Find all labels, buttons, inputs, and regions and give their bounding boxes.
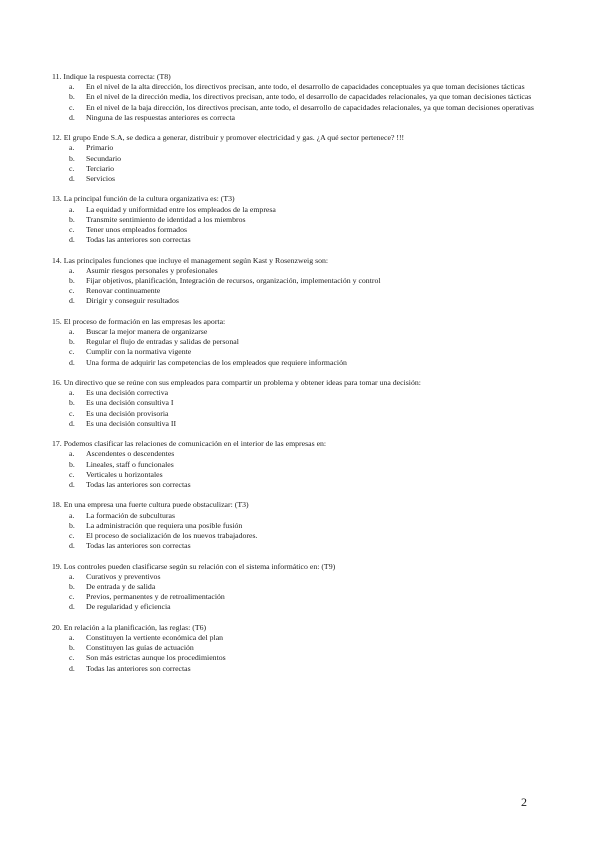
question-block [52, 194, 572, 245]
option-text: Es una decisión consultiva II [86, 418, 177, 428]
option-letter: a. [69, 388, 75, 398]
option-letter: d. [69, 480, 75, 490]
option-text: En el nivel de la alta dirección, los directivos precisan, ante todo, el desarrollo de capacidades conceptuales ya que toman decisiones tácticas [86, 82, 525, 92]
option-text: Servicios [86, 174, 116, 184]
answer-option [52, 225, 572, 235]
option-letter: d. [69, 296, 75, 306]
option-letter: c. [69, 469, 75, 479]
option-text: Todas las anteriores son correctas [86, 663, 191, 673]
answer-option [52, 511, 572, 521]
option-letter: d. [69, 418, 75, 428]
option-text: Primario [86, 143, 114, 153]
option-text: Es una decisión provisoria [86, 408, 169, 418]
question-stem: 20. En relación a la planificación, las reglas: (T6) [52, 622, 207, 632]
answer-option [52, 113, 572, 123]
question-stem: 16. Un directivo que se reúne con sus empleados para compartir un problema y obtener ideas para tomar una decisión: [52, 378, 421, 388]
question-stem: 11. Indique la respuesta correcta: (T8) [52, 72, 171, 81]
option-letter: d. [69, 235, 75, 245]
option-letter: d. [69, 663, 75, 673]
answer-option [52, 388, 572, 398]
option-letter: b. [69, 153, 75, 163]
option-letter: a. [69, 143, 75, 153]
answer-option [52, 449, 572, 459]
answer-option [52, 215, 572, 225]
option-letter: c. [69, 592, 75, 602]
option-text: De entrada y de salida [86, 582, 156, 592]
option-letter: a. [69, 449, 75, 459]
option-letter: c. [69, 347, 75, 357]
answer-option [52, 82, 572, 92]
option-letter: d. [69, 357, 75, 367]
option-letter: a. [69, 571, 75, 581]
option-letter: b. [69, 92, 75, 102]
question-stem: 18. En una empresa una fuerte cultura puede obstaculizar: (T3) [52, 500, 249, 510]
question-stem: 12. El grupo Ende S.A, se dedica a generar, distribuir y promover electricidad y gas. ¿A qué sector pertenece? !!! [52, 133, 405, 143]
answer-option [52, 92, 572, 102]
option-text: Ninguna de las respuestas anteriores es correcta [86, 112, 235, 122]
question-block [52, 317, 572, 368]
answer-option [52, 174, 572, 184]
answer-option [52, 235, 572, 245]
option-text: De regularidad y eficiencia [86, 602, 171, 612]
option-text: Cumplir con la normativa vigente [86, 347, 192, 357]
option-letter: d. [69, 602, 75, 612]
answer-option [52, 653, 572, 663]
option-letter: b. [69, 337, 75, 347]
option-letter: b. [69, 398, 75, 408]
answer-option [52, 296, 572, 306]
option-letter: a. [69, 633, 75, 643]
page-number: 2 [521, 795, 527, 809]
option-letter: a. [69, 510, 75, 520]
option-text: Ascendentes o descendentes [86, 449, 175, 459]
option-text: Dirigir y conseguir resultados [86, 296, 179, 306]
answer-option [52, 286, 572, 296]
option-letter: c. [69, 531, 75, 541]
option-text: Son más estrictas aunque los procedimientos [86, 653, 226, 663]
question-stem: 13. La principal función de la cultura organizativa es: (T3) [52, 194, 235, 204]
option-text: Es una decisión consultiva I [86, 398, 174, 408]
answer-option [52, 664, 572, 674]
option-letter: b. [69, 276, 75, 286]
answer-option [52, 103, 572, 113]
option-letter: a. [69, 265, 75, 275]
option-text: Todas las anteriores son correctas [86, 235, 191, 245]
answer-option [52, 143, 572, 153]
answer-option [52, 592, 572, 602]
question-block [52, 562, 572, 613]
option-letter: c. [69, 286, 75, 296]
answer-option [52, 409, 572, 419]
question-block [52, 623, 572, 674]
option-letter: b. [69, 459, 75, 469]
answer-option [52, 541, 572, 551]
question-block [52, 439, 572, 490]
answer-option [52, 582, 572, 592]
answer-option [52, 419, 572, 429]
option-letter: b. [69, 643, 75, 653]
option-text: Terciario [86, 163, 115, 173]
option-text: Una forma de adquirir las competencias de los empleados que requiere información [86, 357, 347, 367]
answer-option [52, 327, 572, 337]
option-text: Constituyen las guías de actuación [86, 643, 194, 653]
option-letter: b. [69, 520, 75, 530]
option-text: Todas las anteriores son correctas [86, 480, 191, 490]
option-letter: a. [69, 82, 75, 92]
option-text: Renovar continuamente [86, 286, 161, 296]
option-letter: d. [69, 174, 75, 184]
answer-option [52, 521, 572, 531]
answer-option [52, 643, 572, 653]
answer-option [52, 164, 572, 174]
option-letter: c. [69, 408, 75, 418]
option-text: Asumir riesgos personales y profesionales [86, 265, 218, 275]
option-text: Transmite sentimiento de identidad a los miembros [86, 214, 246, 224]
answer-option [52, 633, 572, 643]
option-text: Lineales, staff o funcionales [86, 459, 174, 469]
option-letter: a. [69, 204, 75, 214]
option-letter: a. [69, 327, 75, 337]
option-text: La administración que requiera una posible fusión [86, 520, 243, 530]
option-letter: b. [69, 214, 75, 224]
question-block [52, 500, 572, 551]
option-letter: b. [69, 582, 75, 592]
answer-option [52, 337, 572, 347]
question-stem: 19. Los controles pueden clasificarse según su relación con el sistema informático en: (T9) [52, 561, 336, 571]
option-text: Todas las anteriores son correctas [86, 541, 191, 551]
question-stem: 17. Podemos clasificar las relaciones de comunicación en el interior de las empresas en: [52, 439, 327, 449]
option-text: Regular el flujo de entradas y salidas de personal [86, 337, 239, 347]
question-list [52, 72, 572, 684]
option-text: En el nivel de la dirección media, los directivos precisan, ante todo, el desarrollo de capacidades relacionales, ya que toman decisiones tácticas [86, 92, 532, 102]
option-text: Buscar la mejor manera de organizarse [86, 327, 208, 337]
option-text: Tener unos empleados formados [86, 225, 188, 235]
question-block [52, 378, 572, 429]
option-text: Verticales u horizontales [86, 469, 163, 479]
answer-option [52, 470, 572, 480]
answer-option [52, 347, 572, 357]
answer-option [52, 205, 572, 215]
option-letter: d. [69, 541, 75, 551]
answer-option [52, 460, 572, 470]
option-text: Previos, permanentes y de retroalimentación [86, 592, 225, 602]
option-letter: c. [69, 163, 75, 173]
option-letter: c. [69, 102, 75, 112]
answer-option [52, 572, 572, 582]
option-text: La formación de subculturas [86, 510, 175, 520]
answer-option [52, 602, 572, 612]
option-letter: c. [69, 225, 75, 235]
option-text: En el nivel de la baja dirección, los directivos precisan, ante todo, el desarrollo de capacidades relacionales, ya que toman decisiones operativas [86, 102, 534, 112]
option-text: Curativos y preventivos [86, 571, 161, 581]
answer-option [52, 531, 572, 541]
answer-option [52, 398, 572, 408]
option-text: El proceso de socialización de los nuevos trabajadores. [86, 531, 258, 541]
question-block [52, 133, 572, 184]
option-text: Secundario [86, 153, 122, 163]
answer-option [52, 276, 572, 286]
answer-option [52, 266, 572, 276]
option-letter: c. [69, 653, 75, 663]
option-text: La equidad y uniformidad entre los empleados de la empresa [86, 204, 276, 214]
question-stem: 15. El proceso de formación en las empresas les aporta: [52, 316, 226, 326]
answer-option [52, 358, 572, 368]
question-block [52, 256, 572, 307]
option-text: Fijar objetivos, planificación, Integración de recursos, organización, implementación y control [86, 276, 381, 286]
answer-option [52, 480, 572, 490]
question-block [52, 72, 572, 123]
option-text: Constituyen la vertiente económica del plan [86, 633, 224, 643]
answer-option [52, 154, 572, 164]
option-letter: d. [69, 112, 75, 122]
question-stem: 14. Las principales funciones que incluye el management según Kast y Rosenzweig son: [52, 255, 329, 265]
option-text: Es una decisión correctiva [86, 388, 169, 398]
